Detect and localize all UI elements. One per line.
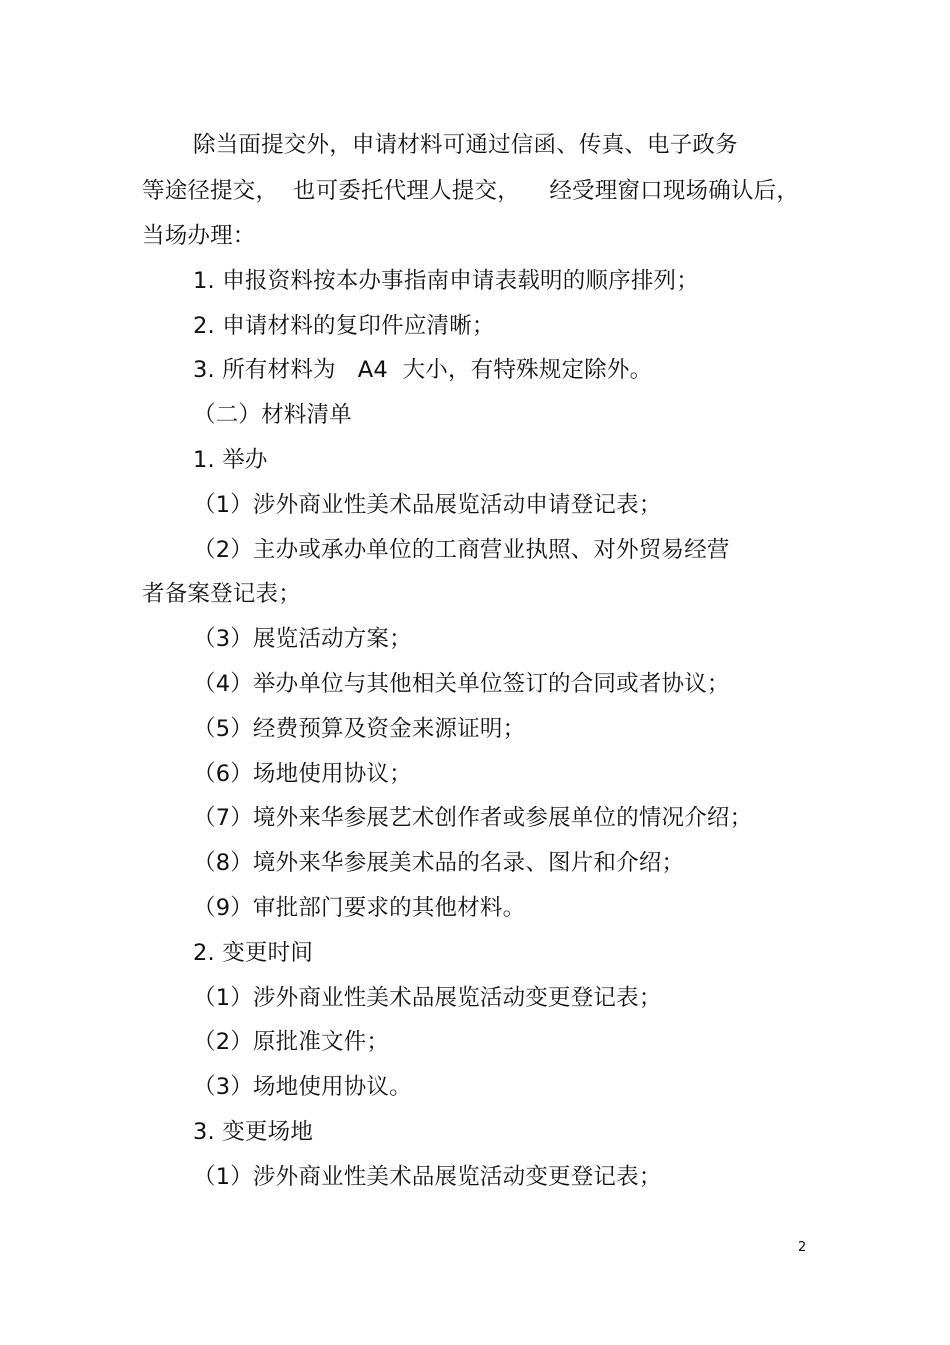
- list-item: （2）主办或承办单位的工商营业执照、对外贸易经营: [193, 537, 730, 563]
- list-item: （1）涉外商业性美术品展览活动申请登记表；: [193, 492, 662, 518]
- list-item: 1. 申报资料按本办事指南申请表载明的顺序排列；: [193, 268, 699, 294]
- list-item: （5）经费预算及资金来源证明；: [193, 716, 526, 742]
- list-item-continuation: 者备案登记表；: [142, 581, 301, 607]
- section-heading: （二）材料清单: [193, 402, 352, 428]
- list-item: 2. 申请材料的复印件应清晰；: [193, 313, 495, 339]
- list-item: （1）涉外商业性美术品展览活动变更登记表；: [193, 985, 662, 1011]
- paragraph-line: 除当面提交外，申请材料可通过信函、传真、电子政务: [193, 132, 738, 158]
- list-item: （2）原批准文件；: [193, 1029, 390, 1055]
- subsection-heading: 3. 变更场地: [193, 1119, 314, 1145]
- list-item: （3）展览活动方案；: [193, 626, 412, 652]
- subsection-heading: 1. 举办: [193, 447, 268, 473]
- list-item: （1）涉外商业性美术品展览活动变更登记表；: [193, 1164, 662, 1190]
- list-item: （7）境外来华参展艺术创作者或参展单位的情况介绍；: [193, 805, 753, 831]
- page-number: 2: [798, 1240, 807, 1255]
- paragraph-line: 等途径提交， 也可委托代理人提交， 经受理窗口现场确认后，: [142, 178, 800, 204]
- list-item: （8）境外来华参展美术品的名录、图片和介绍；: [193, 850, 685, 876]
- subsection-heading: 2. 变更时间: [193, 940, 314, 966]
- list-item: （6）场地使用协议；: [193, 761, 412, 787]
- list-item: （4）举办单位与其他相关单位签订的合同或者协议；: [193, 671, 730, 697]
- list-item: （9）审批部门要求的其他材料。: [193, 895, 526, 921]
- paragraph-line: 当场办理：: [142, 223, 256, 249]
- list-item: 3. 所有材料为 A4 大小，有特殊规定除外。: [193, 357, 653, 383]
- list-item: （3）场地使用协议。: [193, 1074, 412, 1100]
